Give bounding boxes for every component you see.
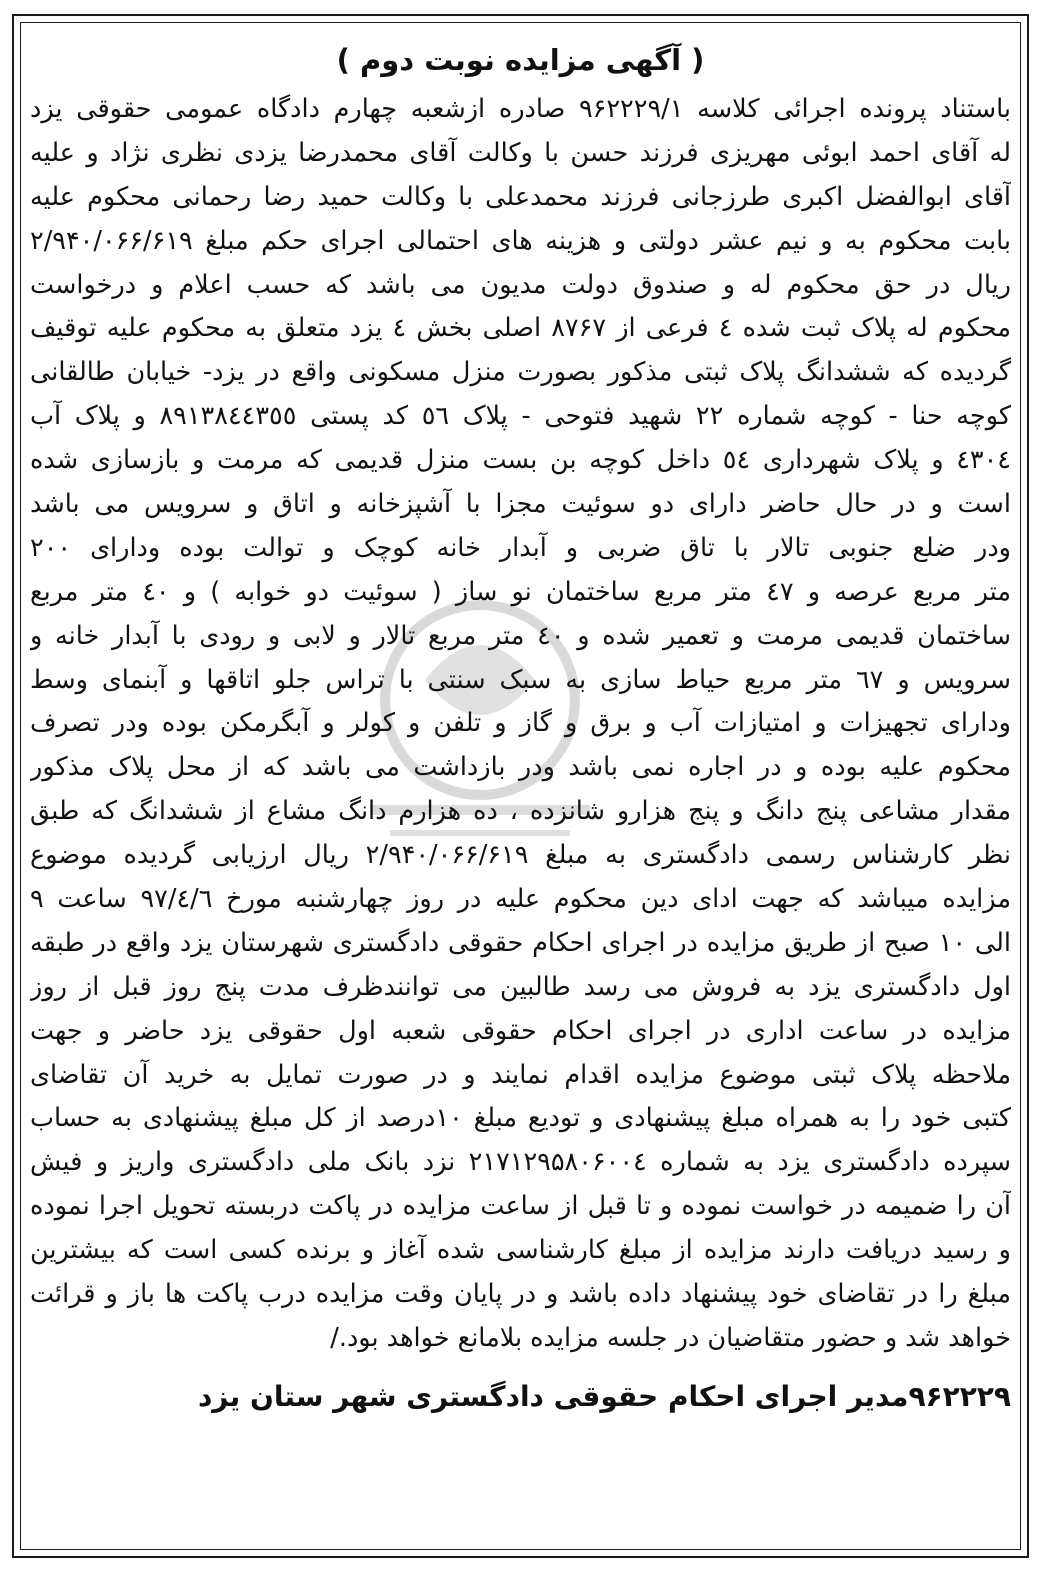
notice-line: ودارای تجهیزات و امتیازات آب و برق و گاز و تلفن و کولر و آبگرمکن بوده ودر تصرف xyxy=(30,708,1011,739)
notice-line: محکوم علیه بوده و در اجاره نمی باشد ودر بازداشت می باشد که از محل پلاک مذکور xyxy=(30,752,1011,783)
notice-line: له آقای احمد ابوئی مهریزی فرزند حسن با وکالت آقای محمدرضا یزدی نظری نژاد و علیه xyxy=(30,137,1011,168)
notice-line: الی ۱۰ صبح از طریق مزایده در اجرای احکام حقوقی دادگستری شهرستان یزد واقع در طبقه xyxy=(30,927,1011,958)
notice-line: مزایده در ساعت اداری در اجرای احکام حقوقی شعبه اول حقوقی یزد حاضر و جهت xyxy=(30,1015,1011,1046)
notice-line: باستناد پرونده اجرائی کلاسه ۹۶۲۲۲۹/۱ صادره ازشعبه چهارم دادگاه عمومی حقوقی یزد xyxy=(30,94,1011,124)
notice-line: اول دادگستری یزد به فروش می رسد طالبین می توانندظرف مدت پنج روز قبل از روز xyxy=(30,971,1011,1002)
notice-line: محکوم له پلاک ثبت شده ٤ فرعی از ۸۷۶۷ اصلی بخش ٤ یزد متعلق به محکوم علیه توقیف xyxy=(30,313,1011,344)
notice-line: متر مربع عرصه و ٤۷ متر مربع ساختمان نو ساز ( سوئیت دو خوابه ) و ٤۰ متر مربع xyxy=(30,576,1011,607)
notice-line: مزایده میباشد که جهت ادای دین محکوم علیه در روز چهارشنبه مورخ ۹۷/٤/٦ ساعت ۹ xyxy=(30,884,1011,915)
notice-line: بابت محکوم به و نیم عشر دولتی و هزینه های احتمالی اجرای حکم مبلغ ۲/۹۴۰/۰۶۶/۶۱۹ xyxy=(30,225,1011,256)
notice-line: ٤۳۰٤ و پلاک شهرداری ٥٤ داخل کوچه بن بست منزل قدیمی که مرمت و بازسازی شده xyxy=(30,445,1011,476)
notice-body xyxy=(30,88,1011,1361)
notice-line: خواهد شد و حضور متقاضیان در جلسه مزایده بلامانع خواهد بود./ xyxy=(330,1322,1011,1353)
notice-title: ( آگهی مزایده نوبت دوم ) xyxy=(336,43,705,77)
notice-line: سپرده دادگستری یزد به شماره ۲۱۷۱۲۹۵۸۰۶۰۰٤ نزد بانک ملی دادگستری واریز و فیش xyxy=(30,1147,1011,1178)
notice-signature: ۹۶۲۲۲۹مدیر اجرای احکام حقوقی دادگستری شهر ستان یزد xyxy=(197,1379,1011,1413)
notice-line: کتبی خود را به همراه مبلغ پیشنهادی و تودیع مبلغ ۱۰درصد از کل مبلغ پیشنهادی به حساب xyxy=(30,1103,1011,1134)
notice-line: ساختمان قدیمی مرمت و تعمیر شده و ٤۰ متر مربع تالار و لابی و رودی با آبدار خانه و xyxy=(30,620,1011,651)
notice-line: سرویس و ٦۷ متر مربع حیاط سازی به سبک سنتی با تراس جلو اتاقها و آبنمای وسط xyxy=(30,664,1011,695)
notice-line: مقدار مشاعی پنج دانگ و پنج هزارو شانزده ، ده هزارم دانگ مشاع از ششدانگ که طبق xyxy=(30,796,1011,827)
notice-line: ملاحظه پلاک ثبتی موضوع مزایده اقدام نمایند و در صورت تمایل به خرید آن تقاضای xyxy=(30,1059,1011,1090)
notice-line: ودر ضلع جنوبی تالار با تاق ضربی و آبدار خانه کوچک و توالت بوده ودارای ۲۰۰ xyxy=(30,532,1011,563)
notice-line: و رسید دریافت دارند مزایده از مبلغ کارشناسی شده آغاز و برنده کسی است که بیشترین xyxy=(30,1235,1011,1266)
notice-line: گردیده که ششدانگ پلاک ثبتی مذکور بصورت منزل مسکونی واقع در یزد- خیابان طالقانی xyxy=(30,357,1011,388)
notice-line: مبلغ را در تقاضای خود پیشنهاد داده باشد و در پایان وقت مزایده درب پاکت ها باز و قرائت xyxy=(30,1279,1011,1310)
notice-line: نظر کارشناس رسمی دادگستری به مبلغ ۲/۹۴۰/۰۶۶/۶۱۹ ریال ارزیابی گردیده موضوع xyxy=(30,840,1011,871)
notice-line: است و در حال حاضر دارای دو سوئیت مجزا با آشپزخانه و اتاق و سرویس می باشد xyxy=(30,489,1011,520)
notice-line: آن را ضمیمه در خواست نموده و تا قبل از ساعت مزایده در پاکت دربسته تحویل اجرا نموده xyxy=(30,1191,1011,1222)
notice-line: کوچه حنا - کوچه شماره ۲۲ شهید فتوحی - پلاک ٥٦ کد پستی ۸۹۱۳۸٤٤۳٥٥ و پلاک آب xyxy=(30,401,1011,432)
notice-line: آقای ابوالفضل اکبری طرزجانی فرزند محمدعلی با وکالت حمید رضا رحمانی محکوم علیه xyxy=(30,181,1011,212)
auction-notice xyxy=(30,32,1011,1544)
notice-line: ریال در حق محکوم له و صندوق دولت مدیون می باشد که حسب اعلام و درخواست xyxy=(30,269,1011,300)
